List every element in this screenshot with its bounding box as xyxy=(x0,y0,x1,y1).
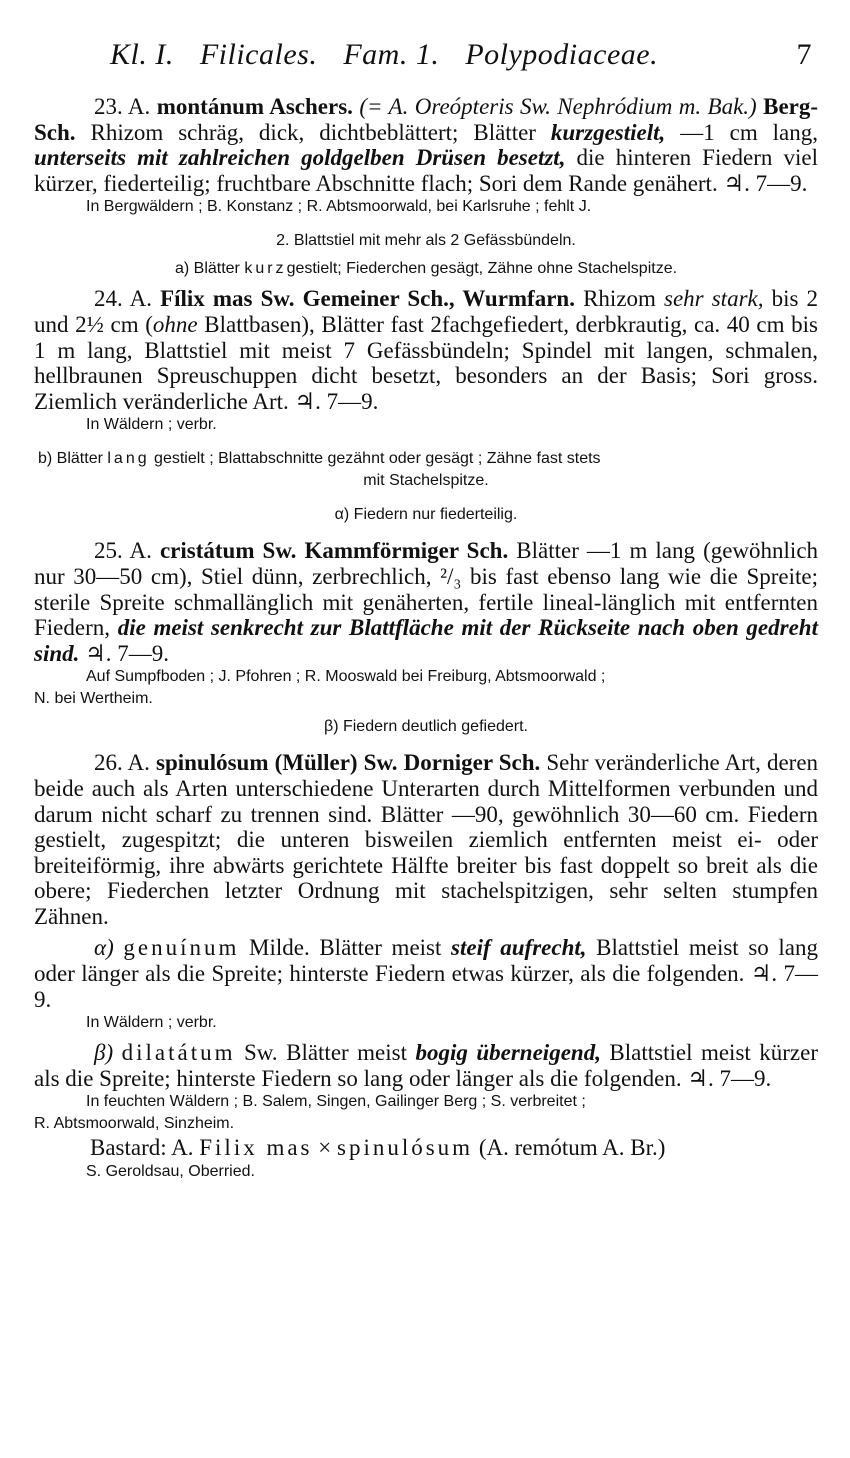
species-26-name: spinulósum (Müller) Sw. xyxy=(156,750,398,776)
variety-beta-text: Sw. Blätter meist xyxy=(235,1040,416,1066)
variety-beta-label: β) xyxy=(94,1040,114,1066)
variety-alpha-entry xyxy=(34,935,818,1012)
species-25-text: ♃. 7—9. xyxy=(79,640,170,666)
variety-alpha-distribution: In Wäldern ; verbr. xyxy=(86,1014,217,1032)
species-23-number: 23. A. xyxy=(94,94,151,119)
hybrid-text: Bastard: A. xyxy=(90,1135,200,1161)
species-23-text: Rhizom schräg, dick, dichtbeblättert; Blätter xyxy=(75,119,551,145)
running-header xyxy=(34,38,818,72)
species-23-text: —1 cm lang, xyxy=(665,119,818,145)
species-25-name: cristátum Sw. xyxy=(159,538,297,564)
hybrid-text: (A. remótum A. Br.) xyxy=(473,1135,666,1161)
key-b-text: gestielt ; Blattabschnitte gezähnt oder gesägt ; Zähne fast stets xyxy=(149,450,601,468)
variety-beta-distribution-cont: R. Abtsmoorwald, Sinzheim. xyxy=(34,1115,235,1133)
species-23-name: montánum Aschers. xyxy=(156,94,353,119)
species-25-text: Blätter —1 m lang (gewöhnlich nur 30—50 cm), Stiel dünn, zerbrechlich, ²/₃ bis fast ebenso lang wie die Spreite; sterile Spreite schmallänglich mit genäherten, fertile lineal-länglich mit entfernten Fiedern, xyxy=(34,538,819,641)
variety-beta-entry xyxy=(34,1040,818,1091)
key-a xyxy=(34,258,818,280)
key-a-text: a) Blätter xyxy=(174,260,245,278)
header-family: Polypodiaceae. xyxy=(465,38,659,71)
variety-alpha-text: Milde. Blätter meist xyxy=(239,935,452,961)
key-2: 2. Blattstiel mit mehr als 2 Gefässbündeln. xyxy=(276,232,576,250)
species-24-number: 24. A. xyxy=(94,286,152,312)
variety-beta-emph: bogig überneigend, xyxy=(415,1040,601,1066)
species-24-text: Blattbasen), Blätter fast 2fachgefiedert, derbkrautig, ca. 40 cm bis 1 m lang, Blattstiel mit meist 7 Gefässbündeln; Spindel mit langen, schmalen, hellbraunen Spreuschuppen dicht besetzt, besonders an der Basis; Sori gross. Ziemlich veränderliche Art. ♃. 7—9. xyxy=(34,311,818,414)
key-a-text: gestielt; Fiederchen gesägt, Zähne ohne Stachelspitze. xyxy=(286,260,678,278)
species-26-number: 26. A. xyxy=(94,750,150,776)
variety-alpha-text: Blattstiel meist so lang oder länger als die Spreite; hinterste Fiedern etwas kürzer, als die folgenden. ♃. 7—9. xyxy=(34,935,819,1012)
variety-beta-text: Blattstiel meist kürzer als die Spreite; hinterste Fiedern so lang oder länger als die folgenden. ♃. 7—9. xyxy=(34,1040,819,1091)
species-24-entry xyxy=(34,286,818,414)
species-24-name: Fílix mas Sw. xyxy=(160,286,295,312)
key-b-spaced: lang xyxy=(107,450,150,468)
hybrid-parent-2: spinulósum xyxy=(337,1135,474,1161)
variety-alpha-label: α) xyxy=(94,935,114,961)
species-25-entry xyxy=(34,538,818,666)
species-23-synonym: (= A. Oreópteris Sw. Nephródium m. Bak.) xyxy=(359,94,757,119)
variety-beta-distribution: In feuchten Wäldern ; B. Salem, Singen, Gailinger Berg ; S. verbreitet ; xyxy=(86,1093,586,1111)
hybrid-distribution: S. Geroldsau, Oberried. xyxy=(86,1163,255,1181)
key-b-text: b) Blätter xyxy=(38,450,108,468)
species-26-text: Sehr veränderliche Art, deren beide auch als Arten unterschiedene Unterarten durch Mittelformen verbunden und darum nicht scharf zu trennen sind. Blätter —90, gewöhnlich 30—60 cm. Fiedern gestielt, zugespitzt; die unteren bisweilen ziemlich entfernten meist ei- oder breiteiförmig, ihre abwärts gerichtete Hälfte breiter bis fast doppelt so breit als die obere; Fiederchen letzter Ordnung mit stachelspitzigen, sehr selten stumpfen Zähnen. xyxy=(34,750,819,929)
page-number: 7 xyxy=(796,38,812,71)
species-24-text: bis 2 und 2½ cm ( xyxy=(34,286,819,337)
species-23-common-name: Berg-Sch. xyxy=(34,94,819,145)
key-a-spaced: kurz xyxy=(244,260,287,278)
species-24-common-name: Gemeiner Sch., Wurmfarn. xyxy=(302,286,575,312)
species-24-distribution: In Wäldern ; verbr. xyxy=(86,416,217,434)
species-25-common-name: Kammförmiger Sch. xyxy=(304,538,509,564)
species-23-emph: kurzgestielt, xyxy=(550,119,666,145)
header-class: Kl. I. xyxy=(110,38,174,71)
key-alpha: α) Fiedern nur fiederteilig. xyxy=(334,506,518,524)
species-25-distribution: Auf Sumpfboden ; J. Pfohren ; R. Mooswald bei Freiburg, Abtsmoorwald ; xyxy=(86,668,606,686)
header-order: Filicales. xyxy=(199,38,318,71)
hybrid-entry xyxy=(34,1135,818,1161)
species-26-entry xyxy=(34,750,818,929)
key-b xyxy=(34,448,818,470)
variety-alpha-emph: steif aufrecht, xyxy=(451,935,587,961)
species-23-entry xyxy=(34,94,818,196)
species-23-emph: unterseits mit zahlreichen goldgelben Drüsen besetzt, xyxy=(34,145,566,171)
header-family-num: Fam. 1. xyxy=(343,38,440,71)
species-24-emph: sehr stark, xyxy=(664,286,764,312)
variety-alpha-name: genuínum xyxy=(123,935,240,961)
key-beta: β) Fiedern deutlich gefiedert. xyxy=(324,718,528,736)
species-26-common-name: Dorniger Sch. xyxy=(403,750,541,776)
species-24-text: Rhizom xyxy=(574,286,665,312)
hybrid-cross-sign: × xyxy=(312,1135,337,1161)
species-23-text: die hinteren Fiedern viel kürzer, fiederteilig; fruchtbare Abschnitte flach; Sori dem Rande genähert. ♃. 7—9. xyxy=(34,145,819,196)
species-24-emph: ohne xyxy=(152,311,198,337)
header-title xyxy=(110,38,684,72)
hybrid-parent-1: Filix mas xyxy=(199,1135,313,1161)
variety-beta-name: dilatátum xyxy=(121,1040,236,1066)
species-23-distribution: In Bergwäldern ; B. Konstanz ; R. Abtsmoorwald, bei Karlsruhe ; fehlt J. xyxy=(86,198,592,216)
species-25-emph: die meist senkrecht zur Blattfläche mit der Rückseite nach oben gedreht sind. xyxy=(34,615,818,666)
species-25-distribution-cont: N. bei Wertheim. xyxy=(34,690,153,708)
key-b-line2: mit Stachelspitze. xyxy=(363,472,489,490)
species-25-number: 25. A. xyxy=(94,538,152,564)
